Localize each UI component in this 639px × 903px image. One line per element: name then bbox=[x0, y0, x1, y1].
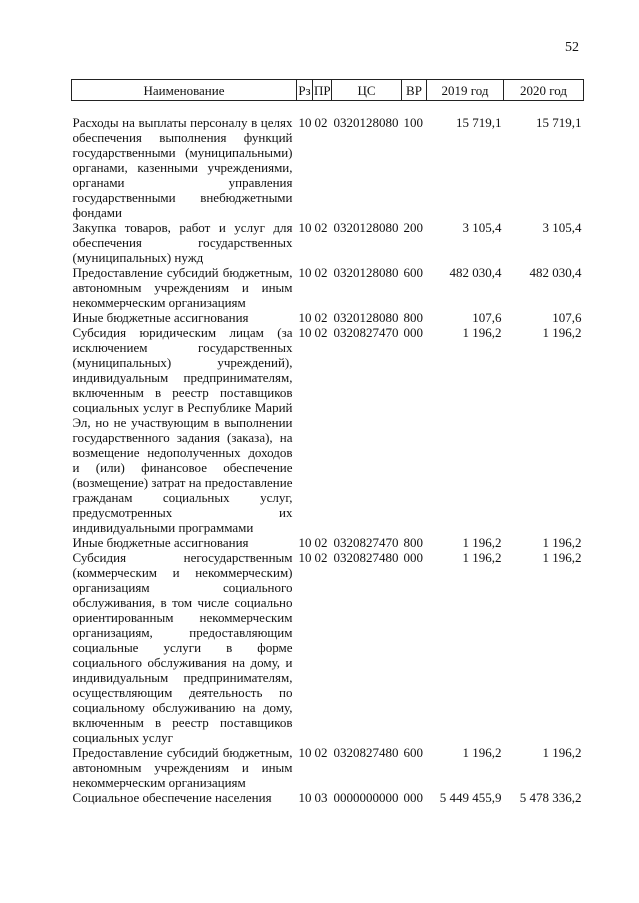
header-cs: ЦС bbox=[332, 80, 402, 101]
row-rz: 10 bbox=[298, 745, 312, 760]
row-name: Предоставление субсидий бюджетным, автономным учреждениям и иным некоммерческим организациям bbox=[72, 265, 293, 310]
row-pr: 03 bbox=[314, 790, 328, 805]
row-2020: 15 719,1 bbox=[536, 115, 582, 130]
row-2019: 3 105,4 bbox=[462, 220, 502, 235]
header-pr: ПР bbox=[313, 80, 332, 101]
table-row bbox=[72, 265, 584, 310]
table-row bbox=[72, 310, 584, 325]
header-2019: 2019 год bbox=[427, 80, 504, 101]
row-2020: 1 196,2 bbox=[542, 325, 582, 340]
row-pr: 02 bbox=[314, 325, 328, 340]
table-row bbox=[72, 535, 584, 550]
row-pr: 02 bbox=[314, 310, 328, 325]
row-name: Социальное обеспечение населения bbox=[72, 790, 272, 805]
row-pr: 02 bbox=[314, 265, 328, 280]
row-cs: 0320128080 bbox=[333, 310, 399, 325]
row-pr: 02 bbox=[314, 535, 328, 550]
row-name: Предоставление субсидий бюджетным, автономным учреждениям и иным некоммерческим организациям bbox=[72, 745, 293, 790]
row-vr: 600 bbox=[403, 265, 423, 280]
row-name: Расходы на выплаты персоналу в целях обеспечения выполнения функций государственными (муниципальными) органами, казенными учреждениями, органами управления государственными внебюджетными фондами bbox=[72, 115, 293, 220]
row-rz: 10 bbox=[298, 310, 312, 325]
table-row bbox=[72, 745, 584, 790]
table-row bbox=[72, 550, 584, 745]
row-vr: 200 bbox=[403, 220, 423, 235]
budget-table bbox=[71, 79, 584, 805]
row-vr: 600 bbox=[403, 745, 423, 760]
row-2019: 15 719,1 bbox=[456, 115, 502, 130]
row-vr: 800 bbox=[403, 535, 423, 550]
table-row bbox=[72, 220, 584, 265]
row-cs: 0320827480 bbox=[333, 550, 399, 565]
row-2019: 107,6 bbox=[472, 310, 502, 325]
row-2019: 1 196,2 bbox=[462, 325, 502, 340]
header-name: Наименование bbox=[72, 80, 297, 101]
table-row bbox=[72, 790, 584, 805]
row-2019: 5 449 455,9 bbox=[439, 790, 502, 805]
page-number: 52 bbox=[565, 40, 579, 55]
row-rz: 10 bbox=[298, 535, 312, 550]
row-2020: 1 196,2 bbox=[542, 535, 582, 550]
row-2020: 482 030,4 bbox=[529, 265, 582, 280]
row-rz: 10 bbox=[298, 790, 312, 805]
row-pr: 02 bbox=[314, 550, 328, 565]
row-pr: 02 bbox=[314, 745, 328, 760]
row-2020: 107,6 bbox=[552, 310, 582, 325]
table-header bbox=[72, 80, 584, 101]
row-name: Закупка товаров, работ и услуг для обеспечения государственных (муниципальных) нужд bbox=[72, 220, 293, 265]
row-vr: 000 bbox=[403, 325, 423, 340]
row-2020: 5 478 336,2 bbox=[519, 790, 582, 805]
table-body bbox=[72, 101, 584, 806]
row-pr: 02 bbox=[314, 220, 328, 235]
row-vr: 000 bbox=[403, 790, 423, 805]
row-name: Субсидия юридическим лицам (за исключением государственных (муниципальных) учреждений), индивидуальным предпринимателям, включенным в реестр поставщиков социальных услуг в Республике Марий Эл, но не участвующим в выполнении государственного задания (заказа), на возмещение недополученных доходов и (или) финансовое обеспечение (возмещение) затрат на предоставление гражданам социальных услуг, предусмотренных их индивидуальными программами bbox=[72, 325, 293, 535]
row-name: Иные бюджетные ассигнования bbox=[72, 310, 249, 325]
row-2020: 3 105,4 bbox=[542, 220, 582, 235]
row-cs: 0320128080 bbox=[333, 220, 399, 235]
header-row bbox=[72, 80, 584, 101]
row-rz: 10 bbox=[298, 265, 312, 280]
row-2020: 1 196,2 bbox=[542, 550, 582, 565]
row-cs: 0320128080 bbox=[333, 115, 399, 130]
row-cs: 0000000000 bbox=[333, 790, 399, 805]
table-row bbox=[72, 325, 584, 535]
row-rz: 10 bbox=[298, 220, 312, 235]
row-cs: 0320827470 bbox=[333, 325, 399, 340]
header-2020: 2020 год bbox=[504, 80, 584, 101]
row-name: Субсидия негосударственным (коммерческим и некоммерческим) организациям социального обслуживания, в том числе социально ориентированным некоммерческим организациям, предоставляющим социальные услуги в форме социального обслуживания на дому, и индивидуальным предпринимателям, осуществляющим деятельность по социальному обслуживанию на дому, включенным в реестр поставщиков социальных услуг bbox=[72, 550, 293, 745]
row-2019: 1 196,2 bbox=[462, 535, 502, 550]
row-vr: 100 bbox=[403, 115, 423, 130]
row-cs: 0320827480 bbox=[333, 745, 399, 760]
row-rz: 10 bbox=[298, 325, 312, 340]
row-2019: 1 196,2 bbox=[462, 550, 502, 565]
row-2019: 1 196,2 bbox=[462, 745, 502, 760]
header-vr: ВР bbox=[402, 80, 427, 101]
row-cs: 0320827470 bbox=[333, 535, 399, 550]
row-2019: 482 030,4 bbox=[449, 265, 502, 280]
row-rz: 10 bbox=[298, 550, 312, 565]
row-pr: 02 bbox=[314, 115, 328, 130]
row-cs: 0320128080 bbox=[333, 265, 399, 280]
row-vr: 800 bbox=[403, 310, 423, 325]
header-rz: Рз bbox=[297, 80, 313, 101]
table-row bbox=[72, 101, 584, 221]
row-name: Иные бюджетные ассигнования bbox=[72, 535, 249, 550]
row-2020: 1 196,2 bbox=[542, 745, 582, 760]
row-vr: 000 bbox=[403, 550, 423, 565]
row-rz: 10 bbox=[298, 115, 312, 130]
